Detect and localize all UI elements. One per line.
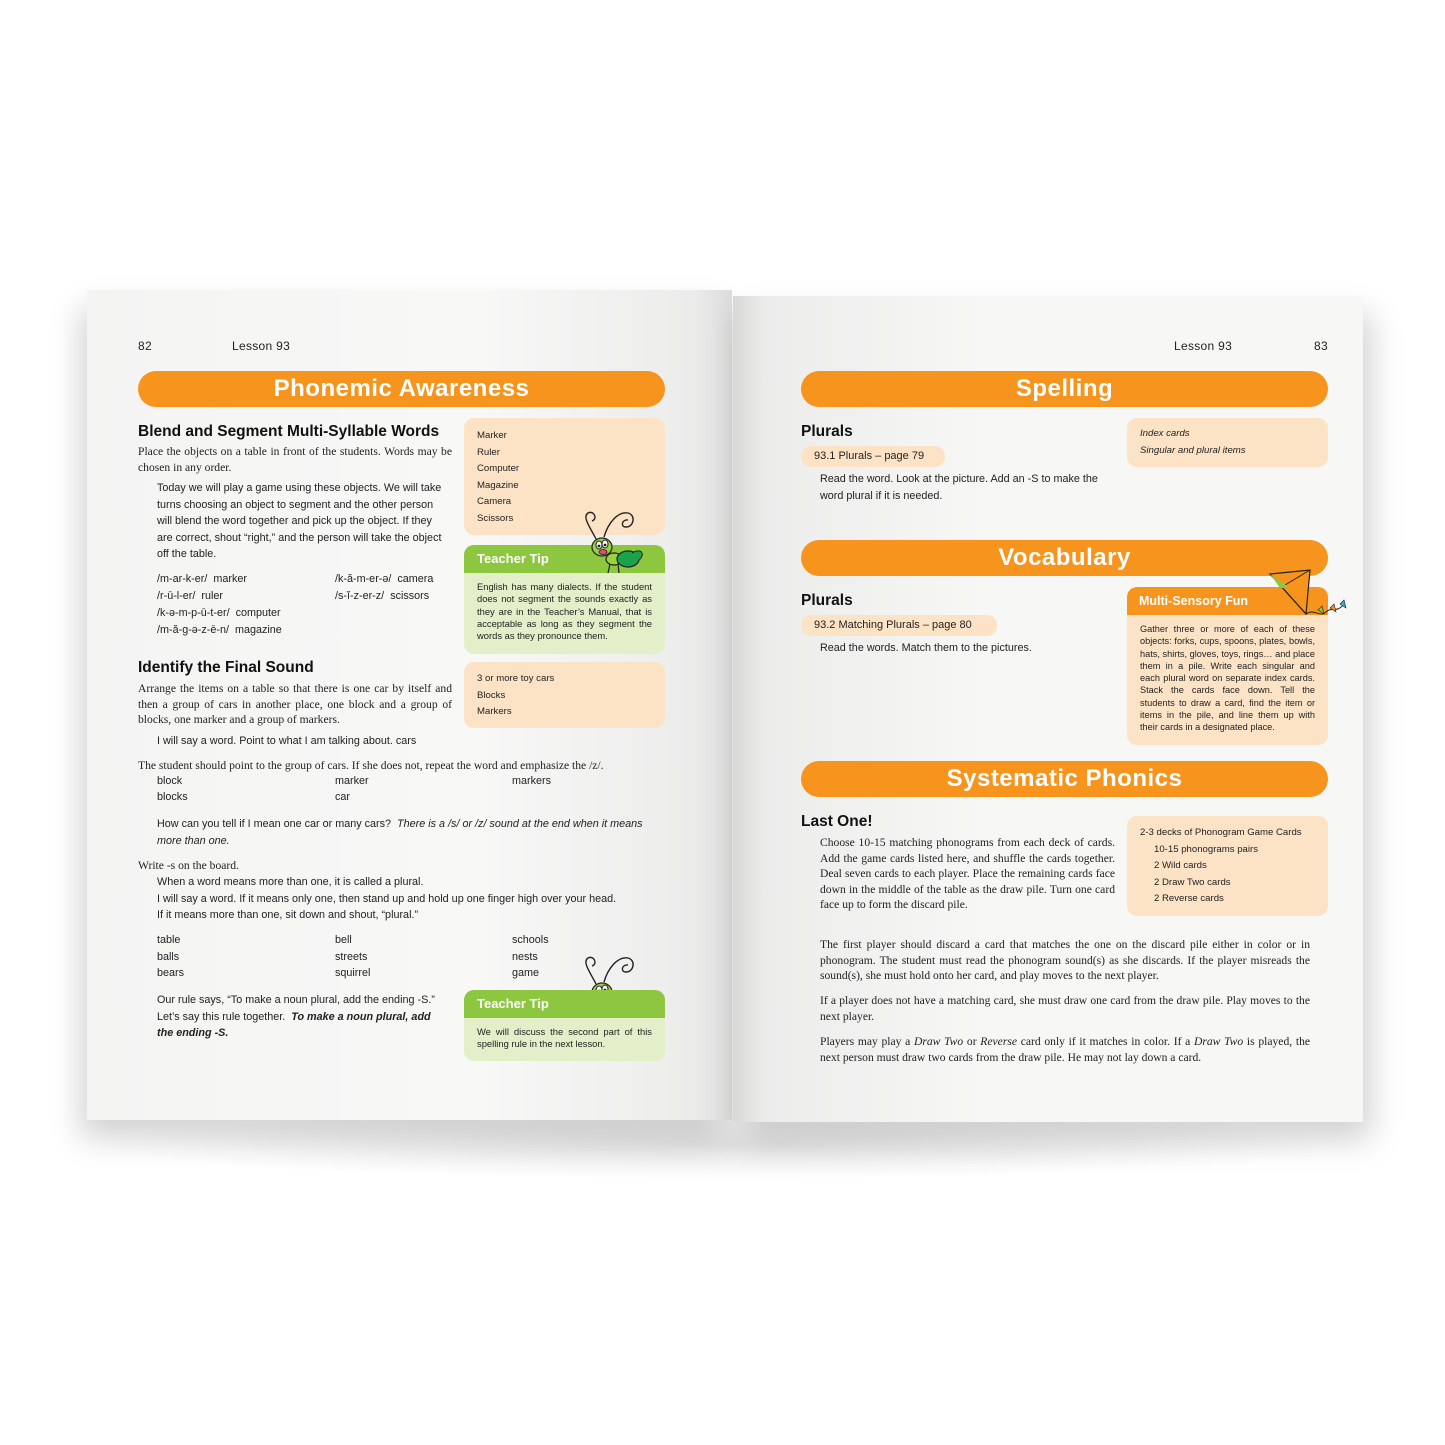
final-instruction: Arrange the items on a table so that there is one car by itself and then a group of cars in another place, one block and a group of blocks, one marker and a group of markers. [138,682,452,726]
material-item: 10-15 phonograms pairs [1154,843,1258,855]
teacher-tip-title: Teacher Tip [464,990,665,1018]
blend-instruction: Place the objects on a table in front of the students. Words may be chosen in any order. [138,445,452,474]
materials-box-spelling [1127,418,1328,467]
page-number-right: 83 [1314,339,1328,353]
word-item: bell [335,934,352,946]
segment-word: /s-ĭ-z-er-z/ scissors [335,590,430,602]
word-item: block [157,775,183,787]
material-item: Index cards [1140,428,1190,439]
material-item: Blocks [477,689,506,701]
banner-vocabulary: Vocabulary [801,540,1328,576]
kite-icon [1266,568,1348,624]
final-point: The student should point to the group of cars. If she does not, repeat the word and emphasize the /z/. [138,759,604,772]
word-item: marker [335,775,369,787]
heading-vocabulary-plurals: Plurals [801,592,853,609]
rule-text: Our rule says, “To make a noun plural, add the ending -S.” Let’s say this rule together. To make a noun plural, add the ending -S. [157,994,435,1039]
lesson-label-left: Lesson 93 [232,339,291,353]
material-item: 2-3 decks of Phonogram Game Cards [1140,827,1302,838]
segment-word: /k-ă-m-er-ə/ camera [335,573,434,585]
word-item: game [512,967,540,979]
blend-script: Today we will play a game using these objects. We will take turns choosing an object to segment and the other person will blend the word together and pick up the object. If they are correct, shout “right,” and the person will take the object off the table. [157,482,442,560]
word-item: car [335,791,350,803]
word-item: schools [512,934,549,946]
material-item: Computer [477,463,520,474]
teacher-tip-title: Teacher Tip [464,545,665,573]
banner-spelling: Spelling [801,371,1328,407]
multi-sensory-body: Gather three or more of each of these objects: forks, cups, spoons, plates, bowls, hats, shirts, gloves, toys, rings… and place them in a pile. Write each singular and each plural word on separate index cards. Stack the cards face down. Tell the students to draw a card, find the item or items in the pile, and line them up with their cards in a designated place. [1127,615,1328,745]
heading-last-one: Last One! [801,813,873,830]
material-item: Magazine [477,479,519,491]
bug-mascot-icon [572,507,648,575]
material-item: 2 Wild cards [1154,860,1207,871]
word-item: nests [512,951,538,963]
material-item: 2 Draw Two cards [1154,876,1231,888]
word-item: bears [157,967,185,979]
phonics-paragraph-2: The first player should discard a card that matches the one on the discard pile either in color or in phonogram. The student must read the phonogram sound(s) as she discards. If the player misreads the sound(s), she must hold onto her card, and play moves to the next player. [820,938,1310,982]
heading-final-sound: Identify the Final Sound [138,659,314,676]
word-item: balls [157,951,180,963]
worksheet-pill: 93.2 Matching Plurals – page 80 [801,615,997,636]
teacher-tip-body: We will discuss the second part of this spelling rule in the next lesson. [464,1018,665,1061]
materials-box-phonics [1127,816,1328,916]
teacher-tip-body: English has many dialects. If the student does not segment the sounds exactly as they are in the Teacher’s Manual, that is acceptable as long as they segment the words as they pronounce them. [464,573,665,654]
material-item: Ruler [477,446,500,458]
material-item: Camera [477,496,512,507]
segment-word: /k-ə-m-p-ū-t-er/ computer [157,607,281,619]
banner-phonemic-awareness: Phonemic Awareness [138,371,665,407]
segment-word: /r-ū-l-er/ ruler [157,590,223,602]
word-item: streets [335,951,368,963]
spelling-text: Read the word. Look at the picture. Add an -S to make the word plural if it is needed. [820,473,1098,502]
write-instruction: Write -s on the board. [138,859,239,872]
final-question: How can you tell if I mean one car or many cars? There is a /s/ or /z/ sound at the end when it means more than one. [157,818,643,847]
segment-word: /m-ar-k-er/ marker [157,573,247,585]
word-item: table [157,934,181,946]
page-number-left: 82 [138,339,152,353]
heading-blend-segment: Blend and Segment Multi-Syllable Words [138,423,440,440]
phonics-paragraph-3: If a player does not have a matching card, she must draw one card from the draw pile. Play moves to the next player. [820,994,1310,1023]
phonics-paragraph-1: Choose 10-15 matching phonograms from each deck of cards. Add the game cards listed here, and shuffle the cards together. Deal seven cards to each player. Place the remaining cards face down in the middle of the table as the draw pile. Turn one card face up to form the discard pile. [820,836,1115,911]
material-item: Scissors [477,512,514,524]
material-item: Marker [477,430,507,441]
vocabulary-text: Read the words. Match them to the pictures. [820,642,1032,654]
heading-spelling-plurals: Plurals [801,423,853,440]
banner-systematic-phonics: Systematic Phonics [801,761,1328,797]
final-script: I will say a word. Point to what I am talking about. cars [157,735,417,747]
word-item: squirrel [335,967,371,979]
phonics-paragraph-4: Players may play a Draw Two or Reverse card only if it matches in color. If a Draw Two is played, the next person must draw two cards from the draw pile. He may not lay down a card. [820,1035,1311,1064]
material-item: Markers [477,706,512,717]
plural-lines: When a word means more than one, it is called a plural. I will say a word. If it means only one, then stand up and hold up one finger high over your head. If it means more than one, sit down and shout, “plural.” [157,876,617,921]
material-item: 3 or more toy cars [477,673,555,684]
material-item: Singular and plural items [1140,444,1246,456]
material-item: 2 Reverse cards [1154,893,1224,904]
segment-word: /m-ă-g-ə-z-ē-n/ magazine [157,624,282,636]
materials-box-final [464,662,665,728]
word-item: blocks [157,791,188,803]
multi-sensory-title: Multi-Sensory Fun [1127,587,1328,615]
lesson-label-right: Lesson 93 [1174,339,1233,353]
word-item: markers [512,775,551,787]
worksheet-pill: 93.1 Plurals – page 79 [801,446,945,467]
